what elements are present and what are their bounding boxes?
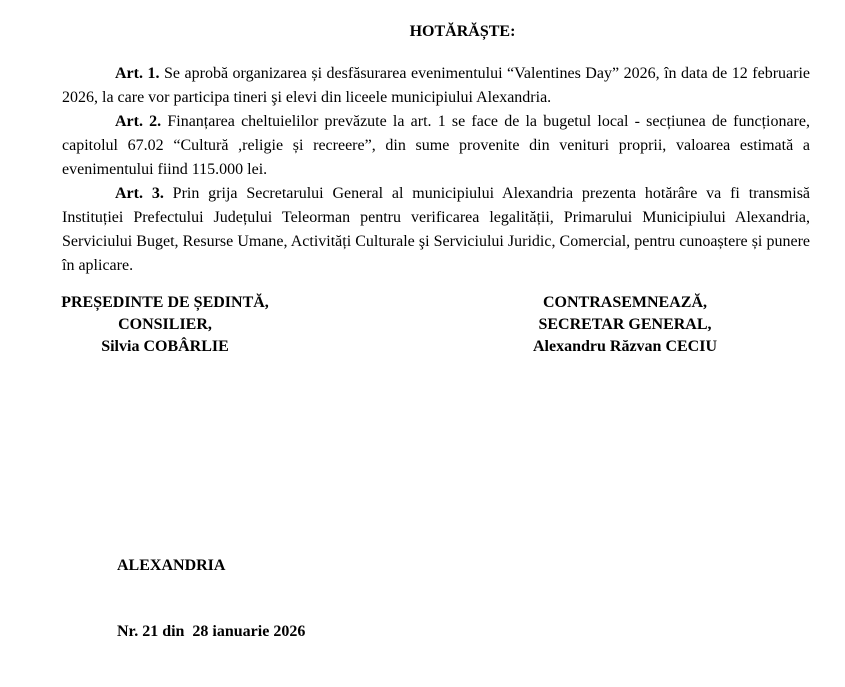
footer-block xyxy=(117,511,305,687)
councilor-title: CONSILIER, xyxy=(118,316,212,333)
article-2-label: Art. 2. xyxy=(115,113,162,130)
article-3 xyxy=(62,182,810,278)
document-body xyxy=(62,62,810,278)
article-1 xyxy=(62,62,810,110)
document-title: HOTĂRĂȘTE: xyxy=(409,23,516,40)
countersign-title: CONTRASEMNEAZĂ, xyxy=(542,294,707,311)
article-1-label: Art. 1. xyxy=(115,65,160,82)
article-2 xyxy=(62,110,810,182)
signature-right-block xyxy=(500,292,750,358)
president-title: PREȘEDINTE DE ȘEDINTĂ, xyxy=(61,294,269,311)
secretary-title: SECRETAR GENERAL, xyxy=(538,316,712,333)
president-name: Silvia COBÂRLIE xyxy=(101,338,229,355)
article-2-text: Finanțarea cheltuielilor prevăzute la art. 1 se face de la bugetul local - secțiunea de funcționare, capitolul 67.02 “Cultură ,religie și recreere”, din sume provenite din venituri proprii, valoarea estimată a evenimentului fiind 115.000 lei. xyxy=(62,113,811,178)
article-1-text: Se aprobă organizarea și desfăsurarea evenimentului “Valentines Day” 2026, în data de 12 februarie 2026, la care vor participa tineri şi elevi din liceele municipiului Alexandria. xyxy=(62,65,811,106)
footer-number-line: Nr. 21 din 28 ianuarie 2026 xyxy=(117,623,306,640)
signature-left-block xyxy=(45,292,285,358)
article-3-text: Prin grija Secretarului General al municipiului Alexandria prezenta hotărâre va fi transmisă Instituției Prefectului Județului Teleorman pentru verificarea legalității, Primarului Municipiului Alexandria, Serviciului Buget, Resurse Umane, Activități Culturale şi Serviciului Juridic, Comercial, pentru cunoaștere și punere în aplicare. xyxy=(62,185,811,274)
footer-city: ALEXANDRIA xyxy=(117,557,226,574)
article-3-label: Art. 3. xyxy=(115,185,164,202)
secretary-name: Alexandru Răzvan CECIU xyxy=(532,338,717,355)
